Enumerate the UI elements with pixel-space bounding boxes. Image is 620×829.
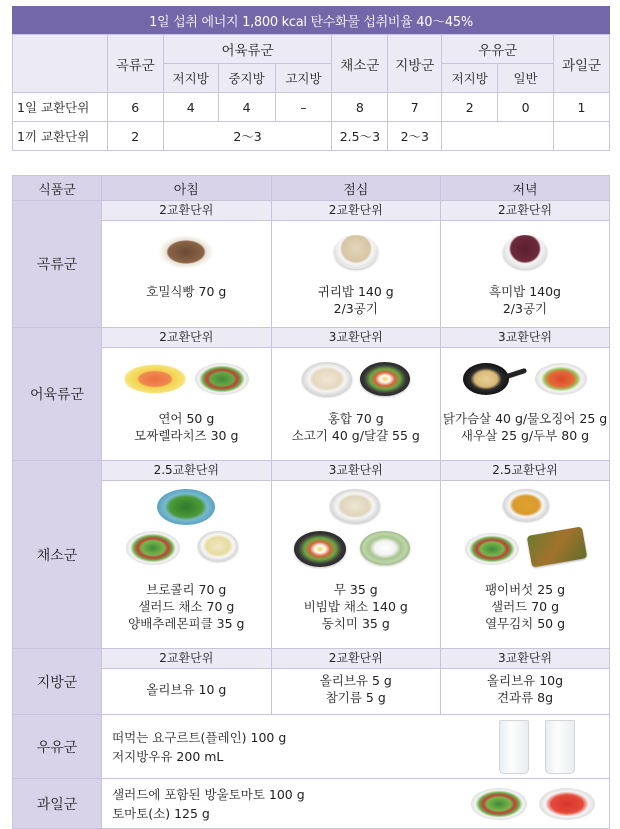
header-breakfast: 아침 bbox=[102, 176, 271, 201]
header-fat: 지방군 bbox=[388, 35, 442, 93]
food-line: 흑미밥 140g bbox=[489, 284, 561, 299]
meal-cell bbox=[271, 328, 440, 461]
exchange-unit: 2교환단위 bbox=[102, 328, 270, 348]
cell-value: 4 bbox=[163, 93, 218, 122]
cell-value: 2 bbox=[442, 93, 498, 122]
header-meat-mid: 중지방 bbox=[218, 64, 275, 93]
header-lunch: 점심 bbox=[271, 176, 440, 201]
food-line: 모짜렐라치즈 30 g bbox=[134, 428, 239, 443]
group-label: 곡류군 bbox=[13, 201, 102, 328]
meal-cell bbox=[441, 649, 610, 715]
cell-empty bbox=[554, 122, 610, 151]
food-photo-broccoli-salad-pickle bbox=[102, 481, 270, 581]
group-label: 지방군 bbox=[13, 649, 102, 715]
header-dinner: 저녁 bbox=[441, 176, 610, 201]
meal-cell bbox=[441, 328, 610, 461]
exchange-unit: 2교환단위 bbox=[102, 649, 270, 669]
cell-value: 2.5～3 bbox=[332, 122, 388, 151]
food-line: 샐러드에 포함된 방울토마토 100 g bbox=[112, 786, 305, 802]
food-line: 열무김치 50 g bbox=[484, 616, 566, 631]
header-fruit: 과일군 bbox=[554, 35, 610, 93]
meal-cell bbox=[102, 779, 610, 829]
table-row bbox=[13, 779, 610, 829]
food-line: 소고기 40 g/달걀 55 g bbox=[291, 428, 420, 443]
header-milk-regular: 일반 bbox=[498, 64, 554, 93]
header-group: 식품군 bbox=[13, 176, 102, 201]
group-label: 과일군 bbox=[13, 779, 102, 829]
table-row bbox=[13, 122, 610, 151]
food-line: 닭가슴살 40 g/물오징어 25 g bbox=[442, 411, 608, 426]
cell-empty bbox=[442, 122, 554, 151]
group-label: 우유군 bbox=[13, 715, 102, 779]
cell-value: 2 bbox=[107, 122, 163, 151]
food-line: 올리브유 10g bbox=[486, 673, 564, 688]
exchange-unit: 2.5교환단위 bbox=[441, 461, 609, 481]
exchange-unit: 2교환단위 bbox=[441, 201, 609, 221]
header-grain: 곡류군 bbox=[107, 35, 163, 93]
meal-cell bbox=[102, 649, 271, 715]
food-line: 2/3공기 bbox=[502, 301, 548, 316]
cell-value: 6 bbox=[107, 93, 163, 122]
meal-plan-table bbox=[12, 175, 610, 829]
meal-cell bbox=[441, 461, 610, 649]
header-milk: 우유군 bbox=[442, 35, 554, 64]
food-line: 참기름 5 g bbox=[325, 690, 386, 705]
cell-value: 0 bbox=[498, 93, 554, 122]
cell-value: 2～3 bbox=[388, 122, 442, 151]
food-photo-mushroom-soup-salad-kimchi bbox=[441, 481, 609, 581]
food-photo-black-rice bbox=[441, 221, 609, 283]
meal-cell bbox=[102, 201, 271, 328]
food-photo-rye-bread bbox=[102, 221, 270, 283]
cell-value: 4 bbox=[218, 93, 275, 122]
meal-cell bbox=[271, 461, 440, 649]
food-photo-chicken-squid bbox=[441, 348, 609, 410]
table-row bbox=[13, 649, 610, 715]
food-line: 2/3공기 bbox=[333, 301, 378, 316]
food-photo-radish-bibimbap-dongchimi bbox=[272, 481, 440, 581]
header-meat-low: 저지방 bbox=[163, 64, 218, 93]
food-photo-milk-glasses bbox=[499, 720, 575, 774]
food-line: 연어 50 g bbox=[158, 411, 215, 426]
page-title: 1일 섭취 에너지 1,800 kcal 탄수화물 섭취비율 40～45% bbox=[12, 6, 610, 34]
table-row bbox=[13, 201, 610, 328]
meal-cell bbox=[441, 201, 610, 328]
food-line: 샐러드 70 g bbox=[491, 599, 560, 614]
food-line: 귀리밥 140 g bbox=[317, 284, 394, 299]
food-line: 비빔밥 채소 140 g bbox=[303, 599, 408, 614]
food-line: 무 35 g bbox=[333, 582, 378, 597]
food-photo-salmon-salad bbox=[102, 348, 270, 410]
header-meat-high: 고지방 bbox=[275, 64, 332, 93]
food-line: 올리브유 10 g bbox=[146, 682, 227, 697]
meal-cell bbox=[271, 201, 440, 328]
cell-value: 1 bbox=[554, 93, 610, 122]
cell-value: 8 bbox=[332, 93, 388, 122]
food-line: 토마토(소) 125 g bbox=[112, 805, 210, 821]
exchange-unit: 2.5교환단위 bbox=[102, 461, 270, 481]
meal-cell bbox=[102, 715, 610, 779]
table-row bbox=[13, 461, 610, 649]
row-label: 1일 교환단위 bbox=[13, 93, 108, 122]
food-line: 새우살 25 g/두부 80 g bbox=[460, 428, 590, 443]
header-milk-low: 저지방 bbox=[442, 64, 498, 93]
exchange-unit: 3교환단위 bbox=[272, 461, 440, 481]
corner-cell bbox=[13, 35, 108, 93]
table-row bbox=[13, 93, 610, 122]
row-label: 1끼 교환단위 bbox=[13, 122, 108, 151]
cell-value: 2～3 bbox=[163, 122, 332, 151]
meal-cell bbox=[102, 461, 271, 649]
food-photo-oat-rice bbox=[272, 221, 440, 283]
exchange-unit: 3교환단위 bbox=[441, 649, 609, 669]
group-label: 채소군 bbox=[13, 461, 102, 649]
exchange-unit: 3교환단위 bbox=[272, 328, 440, 348]
food-line: 샐러드 채소 70 g bbox=[138, 599, 235, 614]
food-line: 호밀식빵 70 g bbox=[146, 284, 227, 299]
cell-value: 7 bbox=[388, 93, 442, 122]
food-line: 동치미 35 g bbox=[321, 616, 390, 631]
exchange-unit-table bbox=[12, 34, 610, 151]
food-photo-mussel-bibimbap bbox=[272, 348, 440, 410]
meal-cell bbox=[102, 328, 271, 461]
food-photo-tomato-dishes bbox=[471, 788, 595, 820]
food-line: 떠먹는 요구르트(플레인) 100 g bbox=[112, 729, 287, 745]
exchange-unit: 2교환단위 bbox=[272, 649, 440, 669]
food-line: 브로콜리 70 g bbox=[146, 582, 227, 597]
table-row bbox=[13, 715, 610, 779]
food-line: 올리브유 5 g bbox=[319, 673, 392, 688]
exchange-unit: 3교환단위 bbox=[441, 328, 609, 348]
exchange-unit: 2교환단위 bbox=[102, 201, 270, 221]
food-line: 홍합 70 g bbox=[327, 411, 384, 426]
food-line: 견과류 8g bbox=[496, 690, 554, 705]
food-line: 저지방우유 200 mL bbox=[112, 748, 224, 764]
cell-value: – bbox=[275, 93, 332, 122]
table-row bbox=[13, 328, 610, 461]
header-meat: 어육류군 bbox=[163, 35, 332, 64]
meal-cell bbox=[271, 649, 440, 715]
food-line: 양배추레몬피클 35 g bbox=[128, 616, 245, 631]
exchange-unit: 2교환단위 bbox=[272, 201, 440, 221]
group-label: 어육류군 bbox=[13, 328, 102, 461]
header-veg: 채소군 bbox=[332, 35, 388, 93]
food-line: 팽이버섯 25 g bbox=[484, 582, 566, 597]
